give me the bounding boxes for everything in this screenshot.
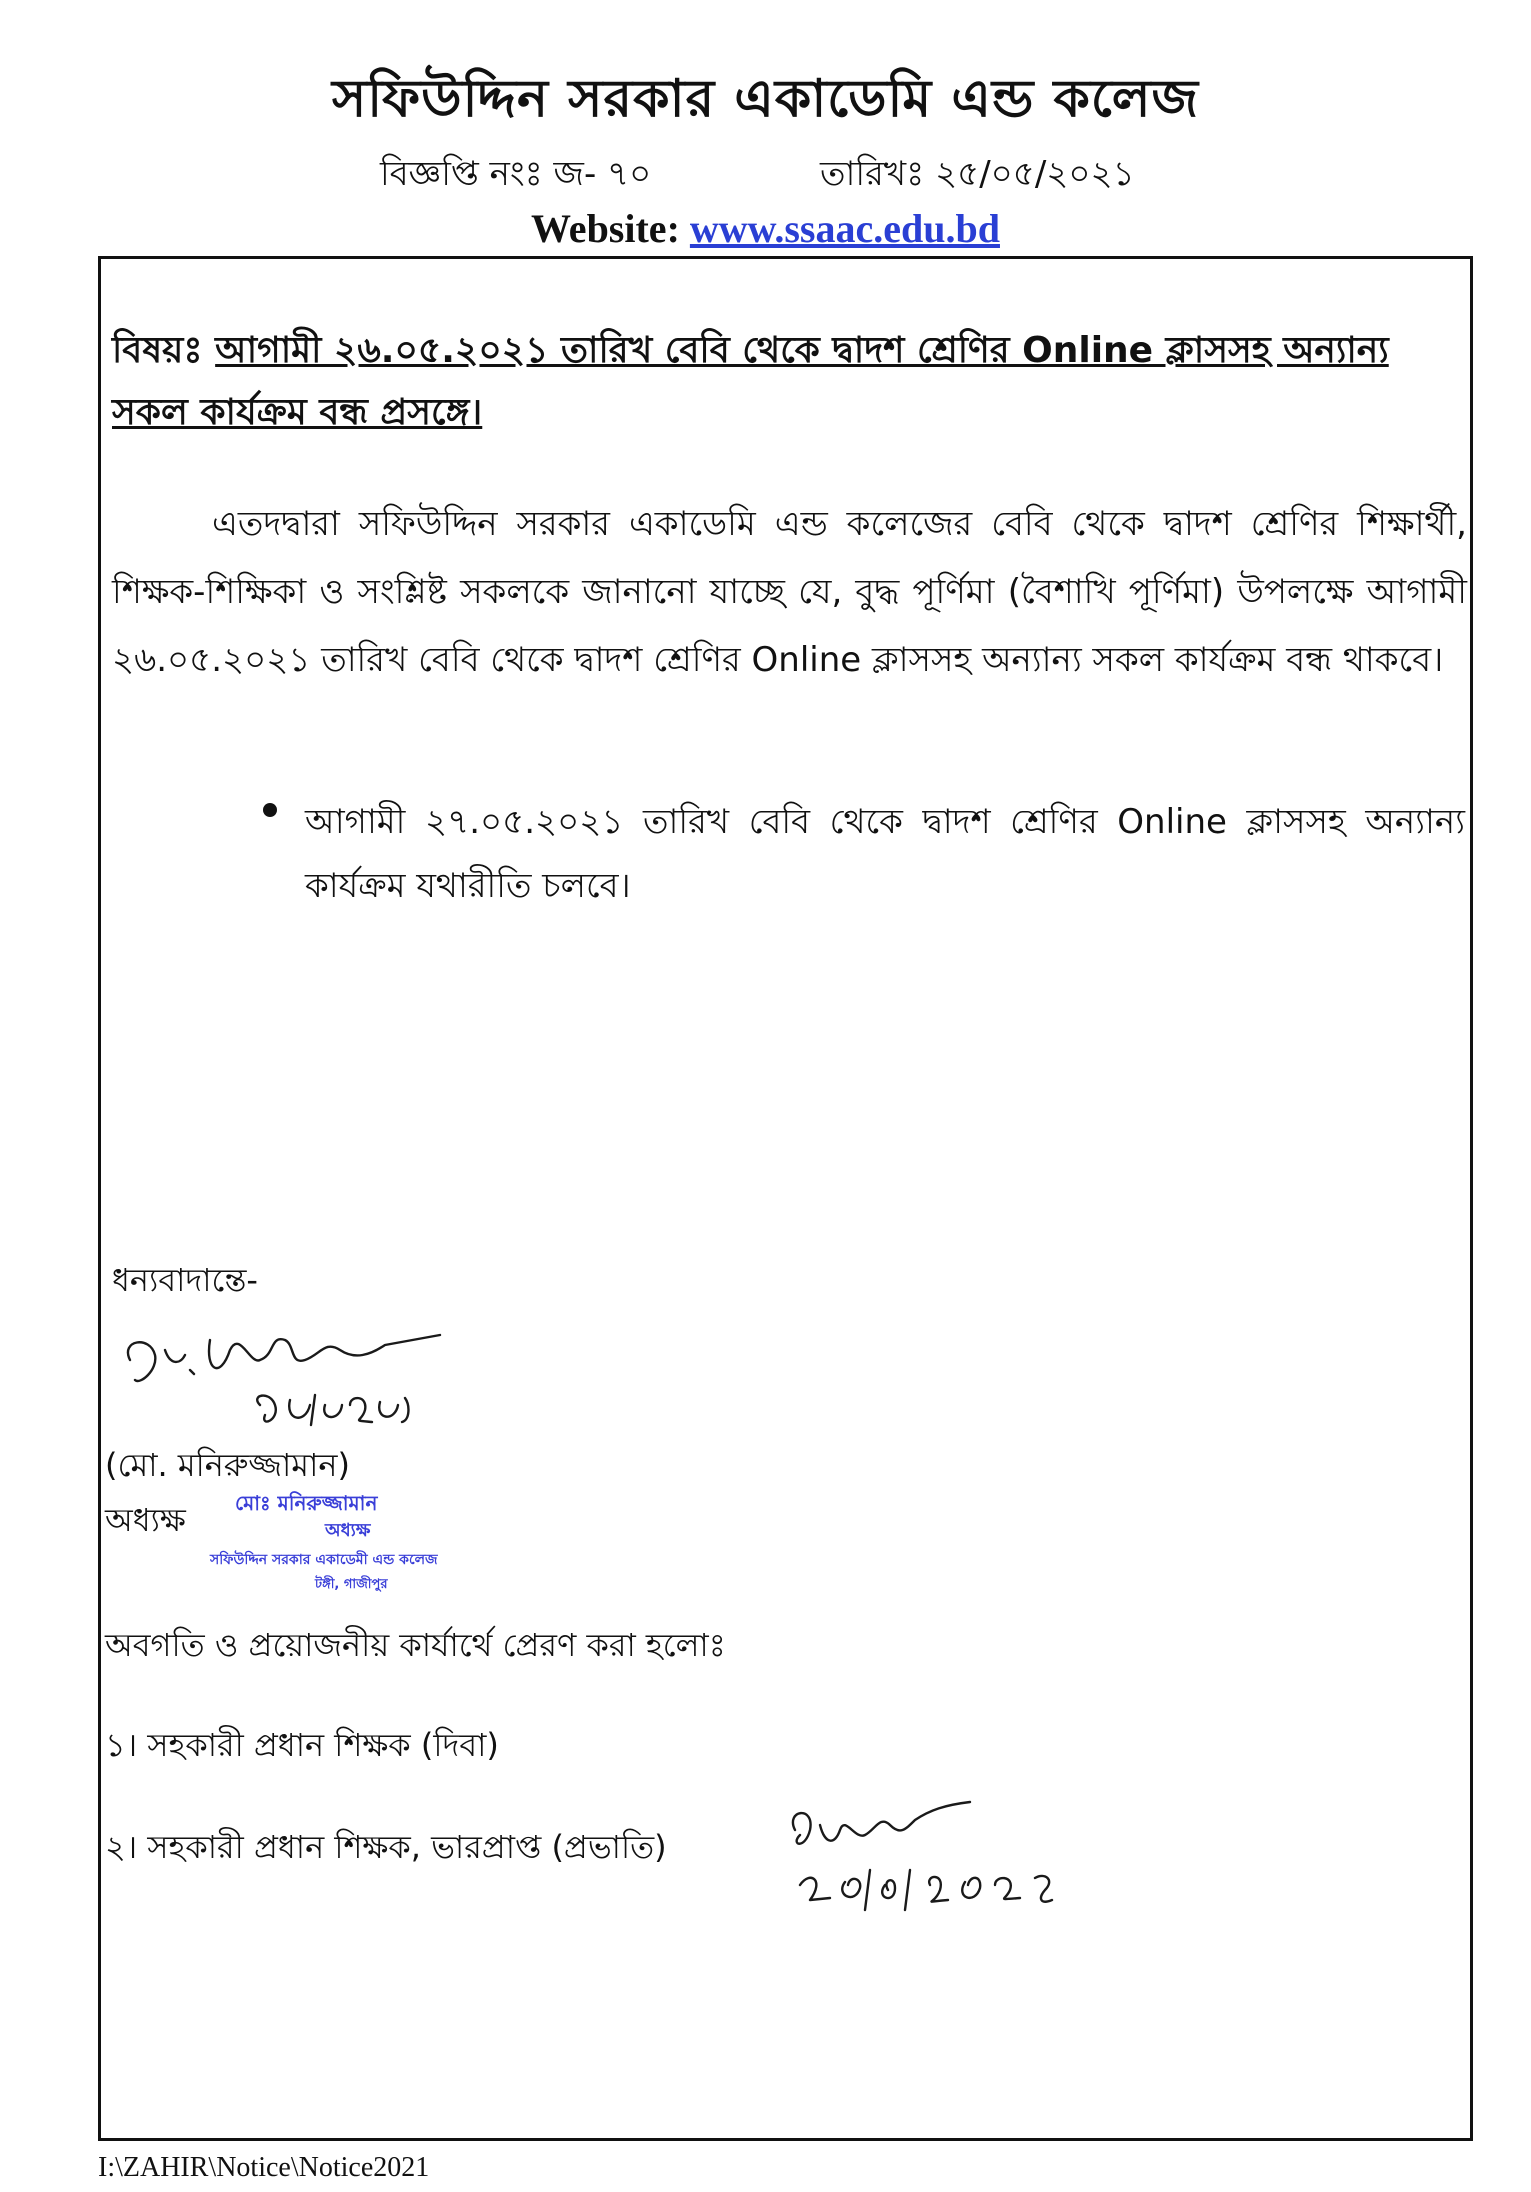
website-link[interactable]: www.ssaac.edu.bd bbox=[689, 206, 1000, 251]
file-path-footer: I:\ZAHIR\Notice\Notice2021 bbox=[98, 2152, 430, 2183]
closing-text: ধন্যবাদান্তে- bbox=[112, 1261, 258, 1299]
subject-text: আগামী ২৬.০৫.২০২১ তারিখ বেবি থেকে দ্বাদশ শ্রেণির Online ক্লাসসহ অন্যান্য সকল কার্যক্রম বন্ধ প্রসঙ্গে। bbox=[112, 330, 1389, 433]
seal-line-2: অধ্যক্ষ bbox=[325, 1520, 371, 1541]
forwarding-note: অবগতি ও প্রয়োজনীয় কার্যার্থে প্রেরণ করা হলোঃ bbox=[105, 1626, 726, 1664]
notice-date: তারিখঃ ২৫/০৫/২০২১ bbox=[820, 154, 1135, 194]
seal-line-3: সফিউদ্দিন সরকার একাডেমী এন্ড কলেজ bbox=[210, 1552, 438, 1568]
institution-title: সফিউদ্দিন সরকার একাডেমি এন্ড কলেজ bbox=[331, 69, 1200, 129]
body-paragraph: এতদদ্বারা সফিউদ্দিন সরকার একাডেমি এন্ড কলেজের বেবি থেকে দ্বাদশ শ্রেণির শিক্ষার্থী, শিক্ষক-শিক্ষিকা ও সংশ্লিষ্ট সকলকে জানানো যাচ্ছে যে, বুদ্ধ পূর্ণিমা (বৈশাখি পূর্ণিমা) উপলক্ষে আগামী ২৬.০৫.২০২১ তারিখ বেবি থেকে দ্বাদশ শ্রেণির Online ক্লাসসহ অন্যান্য সকল কার্যক্রম বন্ধ থাকবে। bbox=[112, 504, 1467, 680]
subject-line bbox=[112, 320, 1472, 444]
subject-label: বিষয়ঃ bbox=[112, 330, 203, 371]
principal-signature bbox=[110, 1310, 470, 1460]
principal-seal bbox=[205, 1488, 525, 1598]
website-line bbox=[0, 205, 1531, 252]
seal-line-1: মোঃ মনিরুজ্জামান bbox=[235, 1491, 378, 1515]
receiver-signature bbox=[770, 1790, 1090, 1940]
bullet-icon bbox=[263, 803, 277, 817]
recipient-item: ২। সহকারী প্রধান শিক্ষক, ভারপ্রাপ্ত (প্রভাতি) bbox=[105, 1828, 667, 1866]
seal-line-4: টঙ্গী, গাজীপুর bbox=[315, 1577, 388, 1592]
bullet-item: আগামী ২৭.০৫.২০২১ তারিখ বেবি থেকে দ্বাদশ শ্রেণির Online ক্লাসসহ অন্যান্য কার্যক্রম যথারীতি চলবে। bbox=[305, 802, 1465, 906]
principal-name: (মো. মনিরুজ্জামান) bbox=[105, 1446, 350, 1484]
recipient-item: ১। সহকারী প্রধান শিক্ষক (দিবা) bbox=[105, 1726, 499, 1764]
notice-number: বিজ্ঞপ্তি নংঃ জ- ৭০ bbox=[380, 154, 652, 194]
principal-designation: অধ্যক্ষ bbox=[105, 1501, 186, 1539]
website-label: Website: bbox=[531, 206, 680, 251]
